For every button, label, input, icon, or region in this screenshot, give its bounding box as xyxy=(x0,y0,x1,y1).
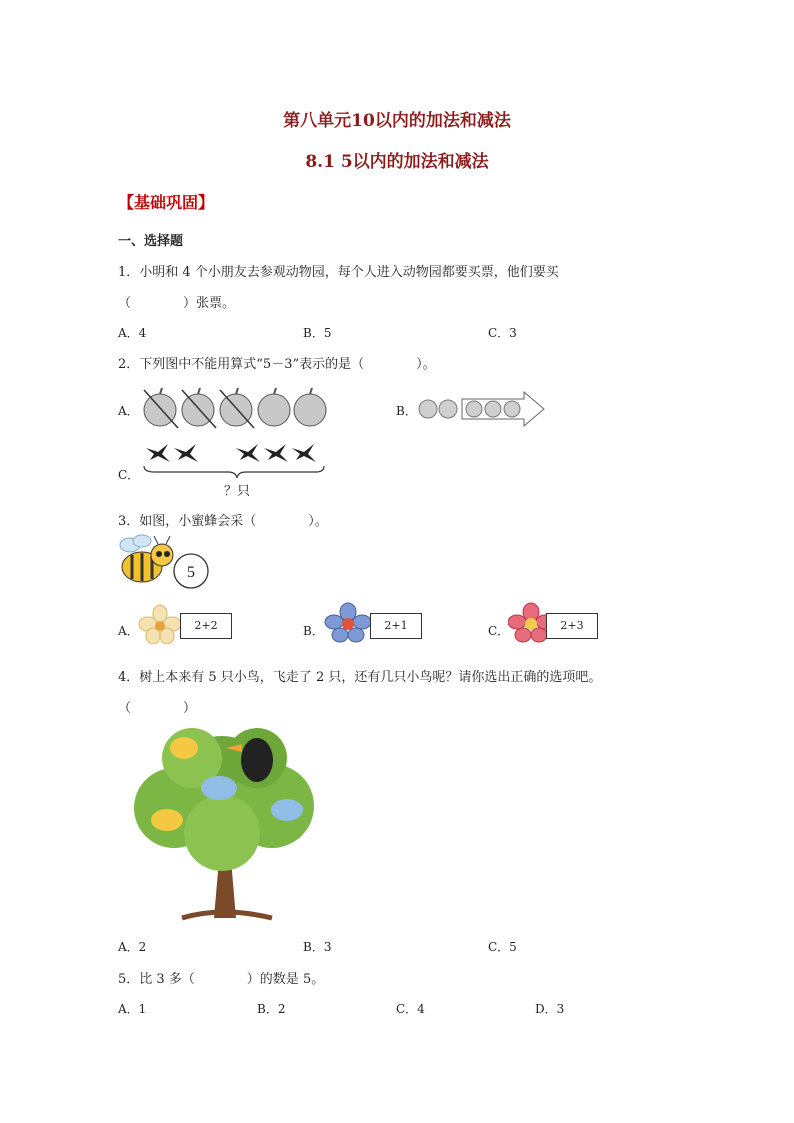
q5-text: 5．比 3 多（ ）的数是 5。 xyxy=(118,972,325,987)
circle-icon xyxy=(485,401,501,417)
circle-icon xyxy=(439,400,457,418)
q2-option-b-label[interactable]: B． xyxy=(396,404,417,418)
apple-icon xyxy=(182,388,216,428)
q3-option-c-label[interactable]: C． xyxy=(488,624,510,638)
q3-box-a: 2+2 xyxy=(180,613,232,639)
swallow-icon xyxy=(174,444,198,462)
q1-option-b[interactable]: B．5 xyxy=(303,326,332,340)
q5-option-c[interactable]: C．4 xyxy=(396,1002,425,1016)
bird-icon xyxy=(170,737,198,759)
q3-text: 3．如图，小蜜蜂会采（ ）。 xyxy=(118,514,328,529)
swallow-icon xyxy=(264,444,288,462)
q2-option-c-label[interactable]: C． xyxy=(118,468,140,482)
bee-illustration xyxy=(118,533,213,593)
flower-icon xyxy=(324,602,372,644)
q1-option-a[interactable]: A．4 xyxy=(118,326,147,340)
q4-text-line2: （ ） xyxy=(118,701,197,716)
brace-icon xyxy=(144,466,324,478)
apple-icon xyxy=(294,388,326,426)
q3-box-c: 2+3 xyxy=(546,613,598,639)
q5-option-a[interactable]: A．1 xyxy=(118,1002,147,1016)
wing-icon xyxy=(133,535,151,547)
q5-option-d[interactable]: D．3 xyxy=(535,1002,565,1016)
toucan-icon xyxy=(241,738,273,782)
section-heading: 【基础巩固】 xyxy=(118,193,215,212)
circle-icon xyxy=(419,400,437,418)
swallow-icon xyxy=(236,444,260,462)
flower-icon xyxy=(138,604,182,644)
q4-text-line1: 4．树上本来有 5 只小鸟，飞走了 2 只，还有几只小鸟呢？请你选出正确的选项吧。 xyxy=(118,670,602,685)
q4-option-b[interactable]: B．3 xyxy=(303,940,332,954)
q2-option-a-label[interactable]: A． xyxy=(118,404,139,418)
part-title: 一、选择题 xyxy=(118,234,184,249)
q3-box-b: 2+1 xyxy=(370,613,422,639)
circle-icon xyxy=(466,401,482,417)
apple-icon xyxy=(220,388,254,428)
apples-illustration xyxy=(138,386,328,430)
bee-number: 5 xyxy=(187,564,195,581)
q5-option-b[interactable]: B．2 xyxy=(257,1002,286,1016)
q1-option-c[interactable]: C．3 xyxy=(488,326,517,340)
apple-icon xyxy=(144,388,178,428)
tree-with-birds-illustration xyxy=(122,718,324,924)
swallows-illustration xyxy=(140,440,330,480)
swallow-icon xyxy=(292,444,316,462)
page-title: 第八单元10以内的加法和减法 xyxy=(283,111,511,131)
bird-icon xyxy=(151,809,183,831)
apple-icon xyxy=(258,388,290,426)
q3-option-b-label[interactable]: B． xyxy=(303,624,324,638)
q3-option-a-label[interactable]: A． xyxy=(118,624,139,638)
bird-icon xyxy=(201,776,237,800)
q1-text-line1: 1．小明和 4 个小朋友去参观动物园，每个人进入动物园都要买票，他们要买 xyxy=(118,265,559,280)
page-subtitle: 8.1 5以内的加法和减法 xyxy=(305,152,489,172)
q4-option-a[interactable]: A．2 xyxy=(118,940,147,954)
q1-text-line2: （ ）张票。 xyxy=(118,296,236,311)
brace-label: ？只 xyxy=(224,484,251,499)
circle-icon xyxy=(504,401,520,417)
swallow-icon xyxy=(146,444,170,462)
q2-text: 2．下列图中不能用算式“5－3”表示的是（ ）。 xyxy=(118,357,436,372)
q4-option-c[interactable]: C．5 xyxy=(488,940,517,954)
bird-icon xyxy=(271,799,303,821)
circles-arrow-illustration xyxy=(416,391,546,427)
